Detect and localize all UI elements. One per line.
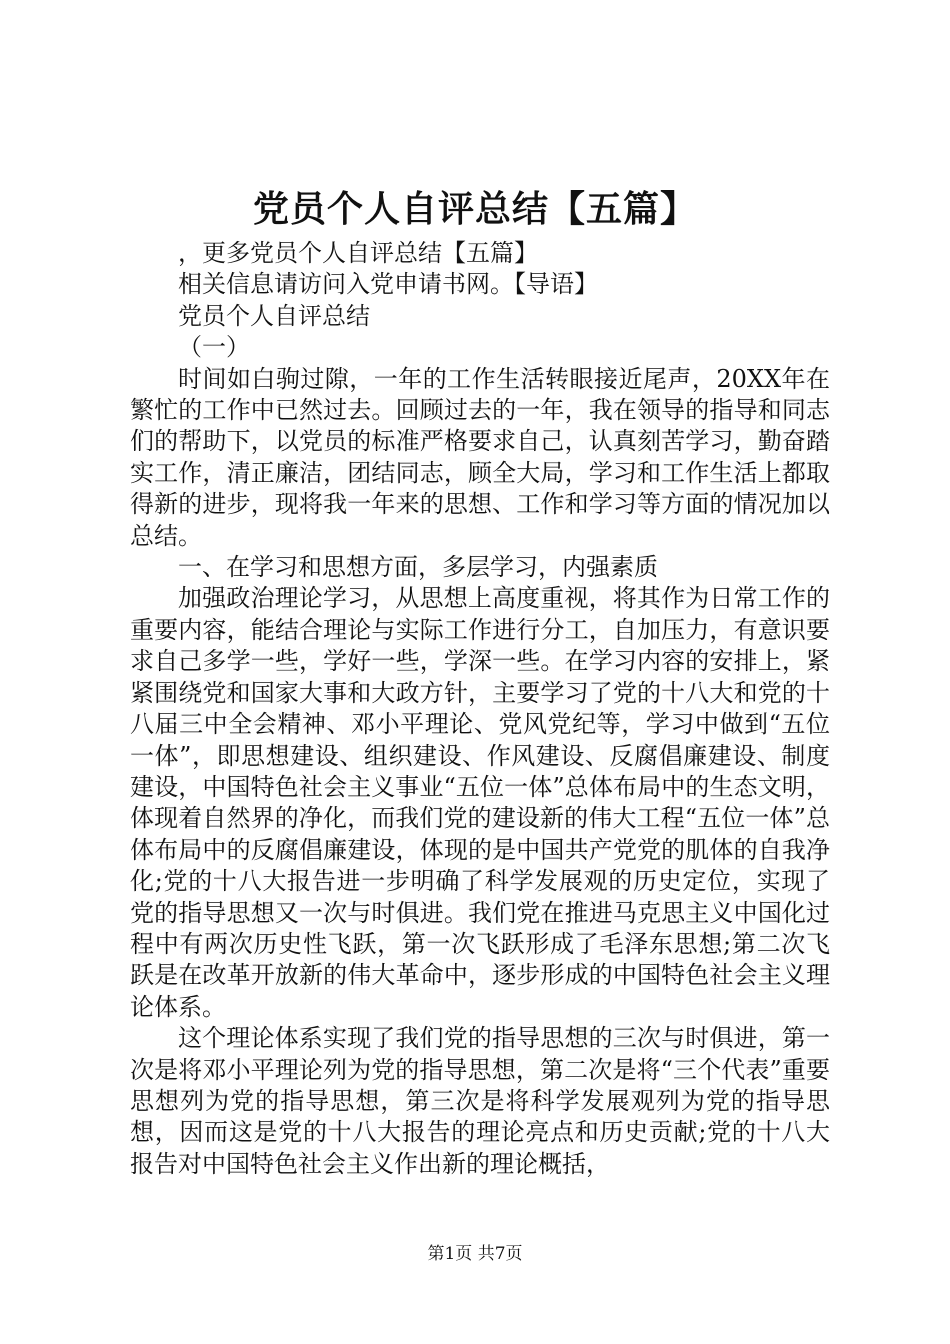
paragraph-intro-2: 相关信息请访问入党申请书网。【导语】 [178, 270, 598, 299]
paragraph-theory-system: 这个理论体系实现了我们党的指导思想的三次与时俱进，第一次是将邓小平理论列为党的指导思想，第二次是将“三个代表”重要思想列为党的指导思想，第三次是将科学发展观列为党的指导思想，因而这是党的十八大报告的理论亮点和历史贡献;党的十八大报告对中国特色社会主义作出新的理论概括， [130, 1024, 830, 1178]
paragraph-section-number: （一） [178, 333, 250, 362]
paragraph-study-content: 加强政治理论学习，从思想上高度重视，将其作为日常工作的重要内容，能结合理论与实际工作进行分工，自加压力，有意识要求自己多学一些，学好一些，学深一些。在学习内容的安排上，紧紧围绕党和国家大事和大政方针，主要学习了党的十八大和党的十八届三中全会精神、邓小平理论、党风党纪等，学习中做到“五位一体”，即思想建设、组织建设、作风建设、反腐倡廉建设、制度建设，中国特色社会主义事业“五位一体”总体布局中的生态文明，体现着自然界的净化，而我们党的建设新的伟大工程“五位一体”总体布局中的反腐倡廉建设，体现的是中国共产党党的肌体的自我净化;党的十八大报告进一步明确了科学发展观的历史定位，实现了党的指导思想又一次与时俱进。我们党在推进马克思主义中国化过程中有两次历史性飞跃，第一次飞跃形成了毛泽东思想;第二次飞跃是在改革开放新的伟大革命中，逐步形成的中国特色社会主义理论体系。 [130, 584, 830, 1021]
document-title: 党员个人自评总结【五篇】 [252, 188, 697, 230]
paragraph-heading-study: 一、在学习和思想方面，多层学习，内强素质 [178, 553, 658, 582]
paragraph-summary: 时间如白驹过隙，一年的工作生活转眼接近尾声，20XX年在繁忙的工作中已然过去。回顾过去的一年，我在领导的指导和同志们的帮助下，以党员的标准严格要求自己，认真刻苦学习，勤奋踏实工作，清正廉洁，团结同志，顾全大局，学习和工作生活上都取得新的进步，现将我一年来的思想、工作和学习等方面的情况加以总结。 [130, 364, 830, 550]
document-body [130, 238, 830, 1180]
paragraph-subtitle: 党员个人自评总结 [178, 301, 370, 330]
paragraph-intro-1: ，更多党员个人自评总结【五篇】 [178, 239, 538, 267]
page-footer: 第1页 共7页 [427, 1244, 523, 1264]
